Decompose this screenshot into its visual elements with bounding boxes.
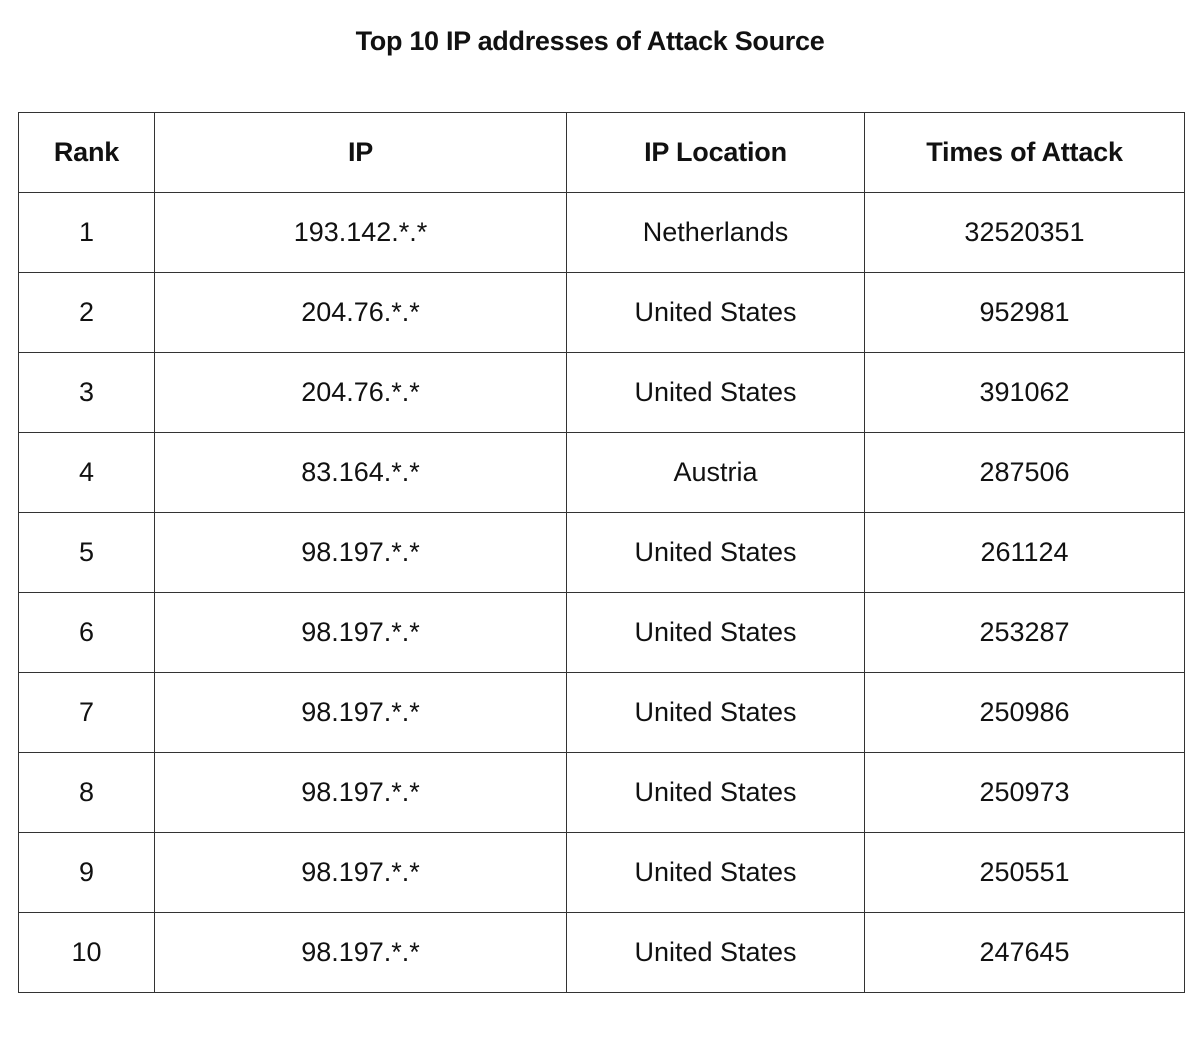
rank-cell: 1 — [19, 193, 155, 273]
attack-count-cell: 32520351 — [865, 193, 1185, 273]
location-cell: United States — [567, 753, 865, 833]
column-header-ip: IP — [155, 113, 567, 193]
ip-cell: 98.197.*.* — [155, 673, 567, 753]
table-row — [19, 433, 1185, 513]
ip-cell: 98.197.*.* — [155, 513, 567, 593]
rank-cell: 2 — [19, 273, 155, 353]
header-row — [19, 113, 1185, 193]
attack-count-cell: 952981 — [865, 273, 1185, 353]
attack-count-cell: 253287 — [865, 593, 1185, 673]
ip-cell: 204.76.*.* — [155, 353, 567, 433]
table-row — [19, 193, 1185, 273]
table-row — [19, 833, 1185, 913]
attack-count-cell: 250973 — [865, 753, 1185, 833]
location-cell: United States — [567, 513, 865, 593]
column-header-ip-location: IP Location — [567, 113, 865, 193]
table-title: Top 10 IP addresses of Attack Source — [355, 26, 825, 56]
rank-cell: 9 — [19, 833, 155, 913]
table-row — [19, 753, 1185, 833]
rank-cell: 8 — [19, 753, 155, 833]
rank-cell: 6 — [19, 593, 155, 673]
attack-count-cell: 261124 — [865, 513, 1185, 593]
ip-cell: 98.197.*.* — [155, 913, 567, 993]
ip-cell: 193.142.*.* — [155, 193, 567, 273]
attack-count-cell: 247645 — [865, 913, 1185, 993]
ip-cell: 204.76.*.* — [155, 273, 567, 353]
ip-cell: 98.197.*.* — [155, 593, 567, 673]
location-cell: Netherlands — [567, 193, 865, 273]
rank-cell: 5 — [19, 513, 155, 593]
attack-count-cell: 250986 — [865, 673, 1185, 753]
rank-cell: 7 — [19, 673, 155, 753]
column-header-times-of-attack: Times of Attack — [865, 113, 1185, 193]
location-cell: United States — [567, 273, 865, 353]
location-cell: United States — [567, 593, 865, 673]
attack-count-cell: 391062 — [865, 353, 1185, 433]
table-row — [19, 913, 1185, 993]
location-cell: Austria — [567, 433, 865, 513]
ip-cell: 83.164.*.* — [155, 433, 567, 513]
attack-source-table — [18, 112, 1185, 993]
attack-count-cell: 287506 — [865, 433, 1185, 513]
table-row — [19, 353, 1185, 433]
attack-count-cell: 250551 — [865, 833, 1185, 913]
location-cell: United States — [567, 913, 865, 993]
rank-cell: 10 — [19, 913, 155, 993]
rank-cell: 4 — [19, 433, 155, 513]
location-cell: United States — [567, 673, 865, 753]
table-body — [19, 193, 1185, 993]
table-row — [19, 273, 1185, 353]
table-row — [19, 513, 1185, 593]
column-header-rank: Rank — [19, 113, 155, 193]
table-row — [19, 593, 1185, 673]
ip-cell: 98.197.*.* — [155, 753, 567, 833]
rank-cell: 3 — [19, 353, 155, 433]
location-cell: United States — [567, 833, 865, 913]
ip-cell: 98.197.*.* — [155, 833, 567, 913]
location-cell: United States — [567, 353, 865, 433]
table-row — [19, 673, 1185, 753]
